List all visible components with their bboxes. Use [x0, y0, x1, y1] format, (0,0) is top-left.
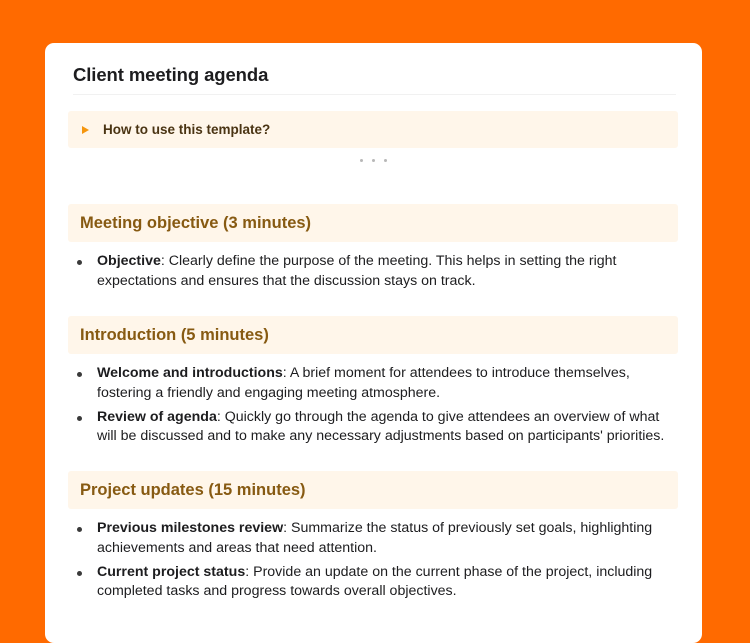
section-list-meeting-objective [76, 252, 668, 296]
list-item [76, 519, 668, 558]
item-text: : Clearly define the purpose of the meeting. This helps in setting the right expectations and ensures that the discussion stays on track. [97, 253, 617, 289]
section-list-project-updates [76, 519, 668, 606]
list-item [76, 364, 668, 403]
section-heading-introduction: Introduction (5 minutes) [68, 316, 678, 354]
item-text: : Provide an update on the current phase of the project, including completed tasks and progress towards overall objectives. [97, 563, 653, 599]
list-item [76, 408, 668, 447]
item-text: : A brief moment for attendees to introduce themselves, fostering a friendly and engaging meeting atmosphere. [97, 365, 630, 401]
triangle-right-icon [82, 126, 89, 134]
item-term: Current project status [97, 563, 246, 580]
list-item [76, 563, 668, 602]
page-title: Client meeting agenda [73, 64, 269, 85]
item-text: : Summarize the status of previously set goals, highlighting achievements and areas that need attention. [97, 520, 653, 556]
item-term: Objective [97, 253, 161, 269]
item-term: Welcome and introductions [97, 365, 283, 381]
section-heading-meeting-objective: Meeting objective (3 minutes) [68, 204, 678, 242]
ellipsis-icon [45, 159, 702, 162]
item-text: : Quickly go through the agenda to give attendees an overview of what will be discussed and to make any necessary adjustments based on participants' priorities. [97, 408, 665, 444]
title-divider [73, 94, 676, 95]
document-card [45, 43, 702, 643]
list-item [76, 252, 668, 291]
toggle-label: How to use this template? [103, 122, 271, 137]
item-term: Previous milestones review [97, 520, 284, 536]
section-heading-project-updates: Project updates (15 minutes) [68, 471, 678, 509]
item-term: Review of agenda [97, 408, 217, 425]
how-to-use-toggle[interactable] [68, 111, 678, 148]
section-list-introduction [76, 364, 668, 451]
